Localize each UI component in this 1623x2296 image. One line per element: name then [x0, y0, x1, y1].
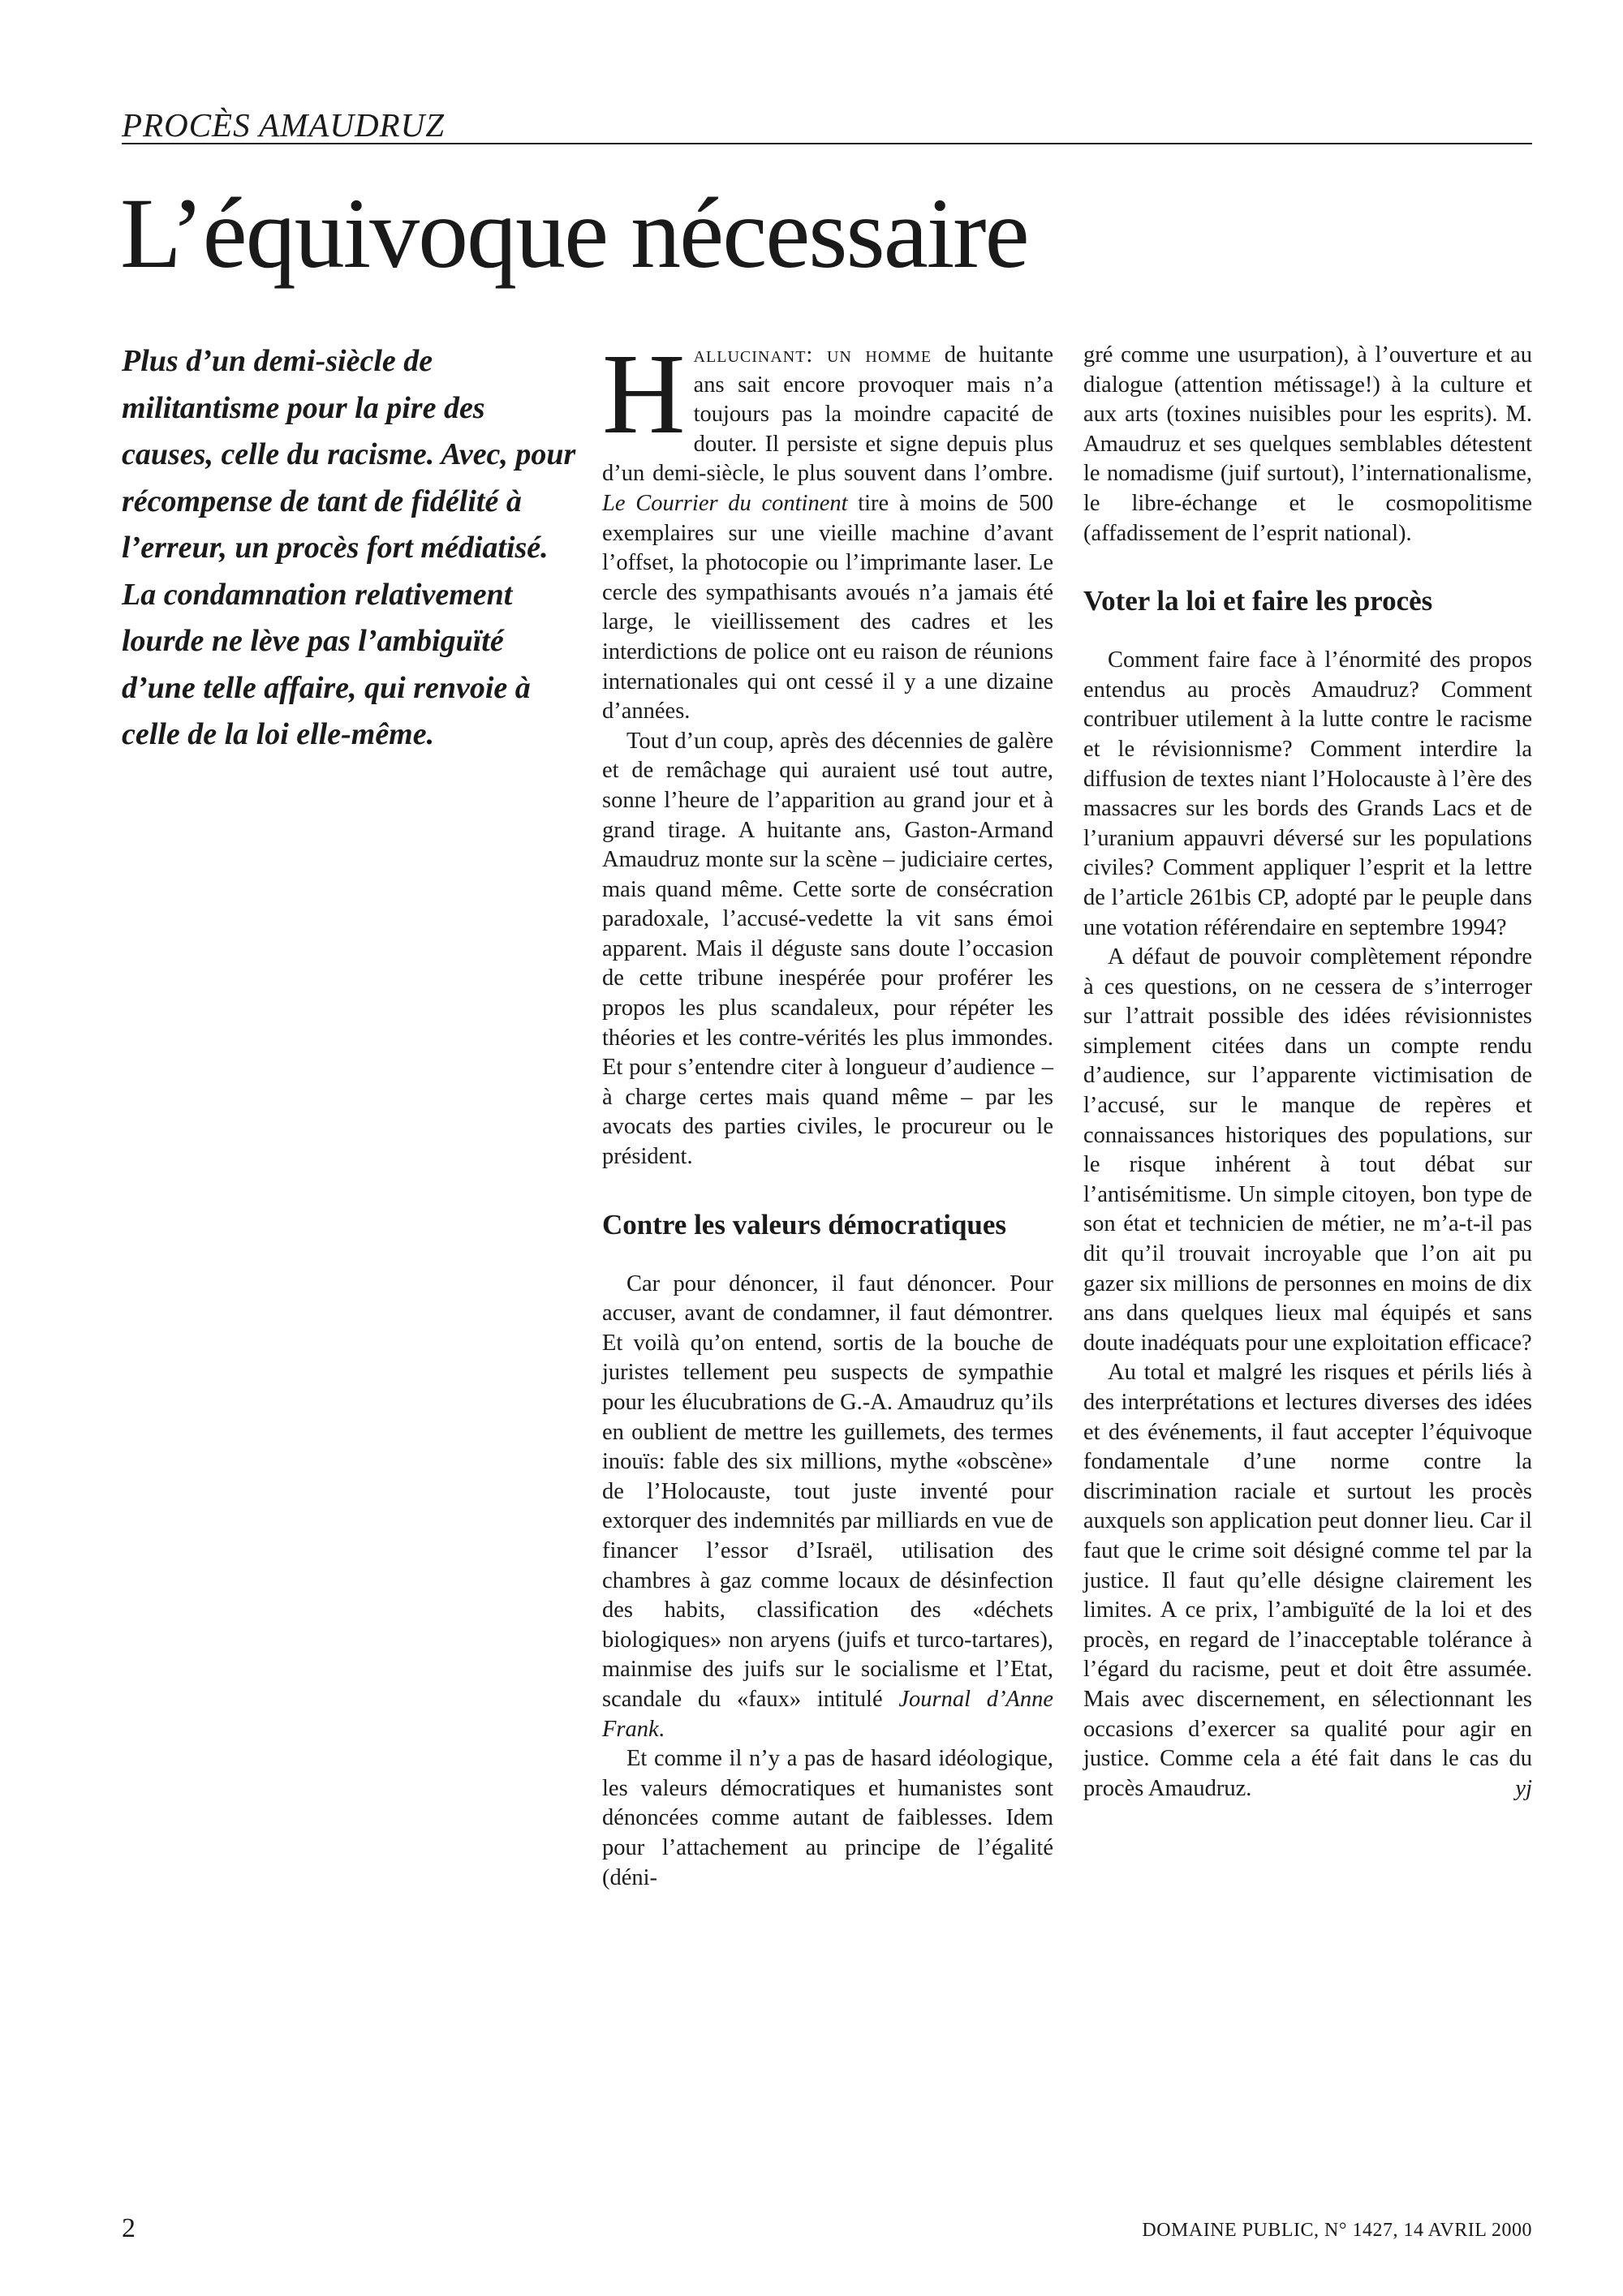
- paragraph-1: [602, 329, 1053, 727]
- section-kicker: PROCÈS AMAUDRUZ: [122, 106, 446, 144]
- article-lead: Plus d’un demi-siècle de militantisme pour la pire des causes, celle du racisme. Avec, pour récompense de tant de fidélité à l’erreur, un procès fort médiatisé. La condamnation relativement lourde ne lève pas l’ambiguïté d’une telle affaire, qui renvoie à celle de la loi elle-même.: [122, 344, 576, 751]
- subheading-democratic-values: Contre les valeurs démocratiques: [602, 1208, 1007, 1240]
- paragraph-4-start: Et comme il n’y a pas de hasard idéologique, les valeurs démocratiques et humanistes sont dénoncées comme autant de faiblesses. Idem pour l’attachement au principe de l’égalité (déni-: [602, 1746, 1053, 1890]
- paragraph-7-text: Au total et malgré les risques et périls liés à des interprétations et lectures diverses des idées et des événements, il faut accepter l’équivoque fondamentale d’une norme contre la discrimination raciale et surtout les procès auxquels son application peut donner lieu. Car il faut que le crime soit désigné comme tel par la justice. Il faut qu’elle désigne clairement les limites. A ce prix, l’ambiguïté de la loi et des procès, en regard de l’inacceptable tolérance à l’égard du racisme, peut et doit être assumée. Mais avec discernement, en sélectionnant les occasions d’exercer sa qualité pour agir en justice. Comme cela a été fait dans le cas du procès Amaudruz.: [1083, 1360, 1532, 1801]
- paragraph-3: [602, 1270, 1053, 1745]
- paragraph-1-text-a: de huitante ans sait encore provoquer mais n’a toujours pas la moindre capacité de douter. Il persiste et signe depuis plus d’un demi-siècle, le plus souvent dans l’ombre.: [602, 342, 1053, 487]
- paragraph-7: [1083, 1358, 1532, 1804]
- article-headline: L’équivoque nécessaire: [120, 178, 1028, 289]
- kicker-divider: [122, 143, 1532, 144]
- paragraph-1-text-b: tire à moins de 500 exemplaires sur une vieille machine d’avant l’offset, la photocopie ou l’imprimante laser. Le cercle des sympathisants avoués n’a jamais été large, le vieillissement des cadres et les interdictions de police ont eu raison de réunions internationales qui ont cessé il y a une dizaine d’années.: [602, 490, 1053, 724]
- article-column-1: [602, 329, 1053, 1893]
- paragraph-5: Comment faire face à l’énormité des propos entendus au procès Amaudruz? Comment contribuer utilement à la lutte contre le racisme et le révisionnisme? Comment interdire la diffusion de textes niant l’Holocauste à l’ère des massacres sur les bords des Grands Lacs et de l’uranium appauvri déversé sur les populations civiles? Comment appliquer l’esprit et la lettre de l’article 261bis CP, adopté par le peuple dans une votation référendaire en septembre 1994?: [1083, 647, 1532, 940]
- page-number: 2: [122, 2213, 136, 2243]
- book-title: Journal d’Anne Frank: [602, 1686, 1053, 1742]
- publication-title: Le Courrier du continent: [602, 490, 848, 516]
- paragraph-6: A défaut de pouvoir complètement répondre à ces questions, on ne cessera de s’interroger sur l’attrait possible des idées révisionnistes simplement citées dans un compte rendu d’audience, sur l’apparente victimisation de l’accusé, sur le manque de repères et connaissances historiques des populations, sur le risque inhérent à tout débat sur l’antisémitisme. Un simple citoyen, bon type de son état et technicien de métier, ne m’a-t-il pas dit qu’il trouvait incroyable que l’on ait pu gazer six millions de personnes en moins de dix ans dans quelques lieux mal équipés et sans doute inadéquats pour une exploitation efficace?: [1083, 944, 1532, 1356]
- drop-cap: H: [602, 329, 686, 458]
- subheading-vote-law: Voter la loi et faire les procès: [1083, 585, 1433, 617]
- paragraph-3-text-a: Car pour dénoncer, il faut dénoncer. Pour accuser, avant de condamner, il faut démontrer. Et voilà qu’on entend, sortis de la bouche de juristes tellement peu suspects de sympathie pour les élucubrations de G.-A. Amaudruz qu’ils en oublient de mettre les guillemets, des termes inouïs: fable des six millions, mythe «obscène» de l’Holocauste, tout juste inventé pour extorquer des indemnités par milliards en vue de financer l’essor d’Israël, utilisation des chambres à gaz comme locaux de désinfection des habits, classification des «déchets biologiques» non aryens (juifs et turco-tartares), mainmise des juifs sur le socialisme et l’Etat, scandale du «faux» intitulé: [602, 1271, 1053, 1712]
- opening-smallcaps: allucinant: un homme: [693, 342, 932, 368]
- paragraph-2: Tout d’un coup, après des décennies de galère et de remâchage qui auraient usé tout autre, sonne l’heure de l’apparition au grand jour et à grand tirage. A huitante ans, Gaston-Armand Amaudruz monte sur la scène – judiciaire certes, mais quand même. Cette sorte de consécration paradoxale, l’accusé-vedette la vit sans émoi apparent. Mais il déguste sans doute l’occasion de cette tribune inespérée pour proférer les propos les plus scandaleux, pour répéter les théories et les contre-vérités les plus immondes. Et pour s’entendre citer à longueur d’audience – à charge certes mais quand même – par les avocats des parties civiles, le procureur ou le président.: [602, 728, 1053, 1170]
- article-column-2: [1083, 341, 1532, 1804]
- paragraph-4-end: gré comme une usurpation), à l’ouverture et au dialogue (attention métissage!) à la culture et aux arts (toxines nuisibles pour les esprits). M. Amaudruz et ses quelques semblables détestent le nomadisme (juif surtout), l’internationalisme, le libre-échange et le cosmopolitisme (affadissement de l’esprit national).: [1083, 342, 1532, 546]
- publication-footer: DOMAINE PUBLIC, N° 1427, 14 AVRIL 2000: [1142, 2220, 1532, 2241]
- paragraph-3-text-b: .: [658, 1716, 665, 1742]
- author-signature: yj: [1515, 1775, 1532, 1801]
